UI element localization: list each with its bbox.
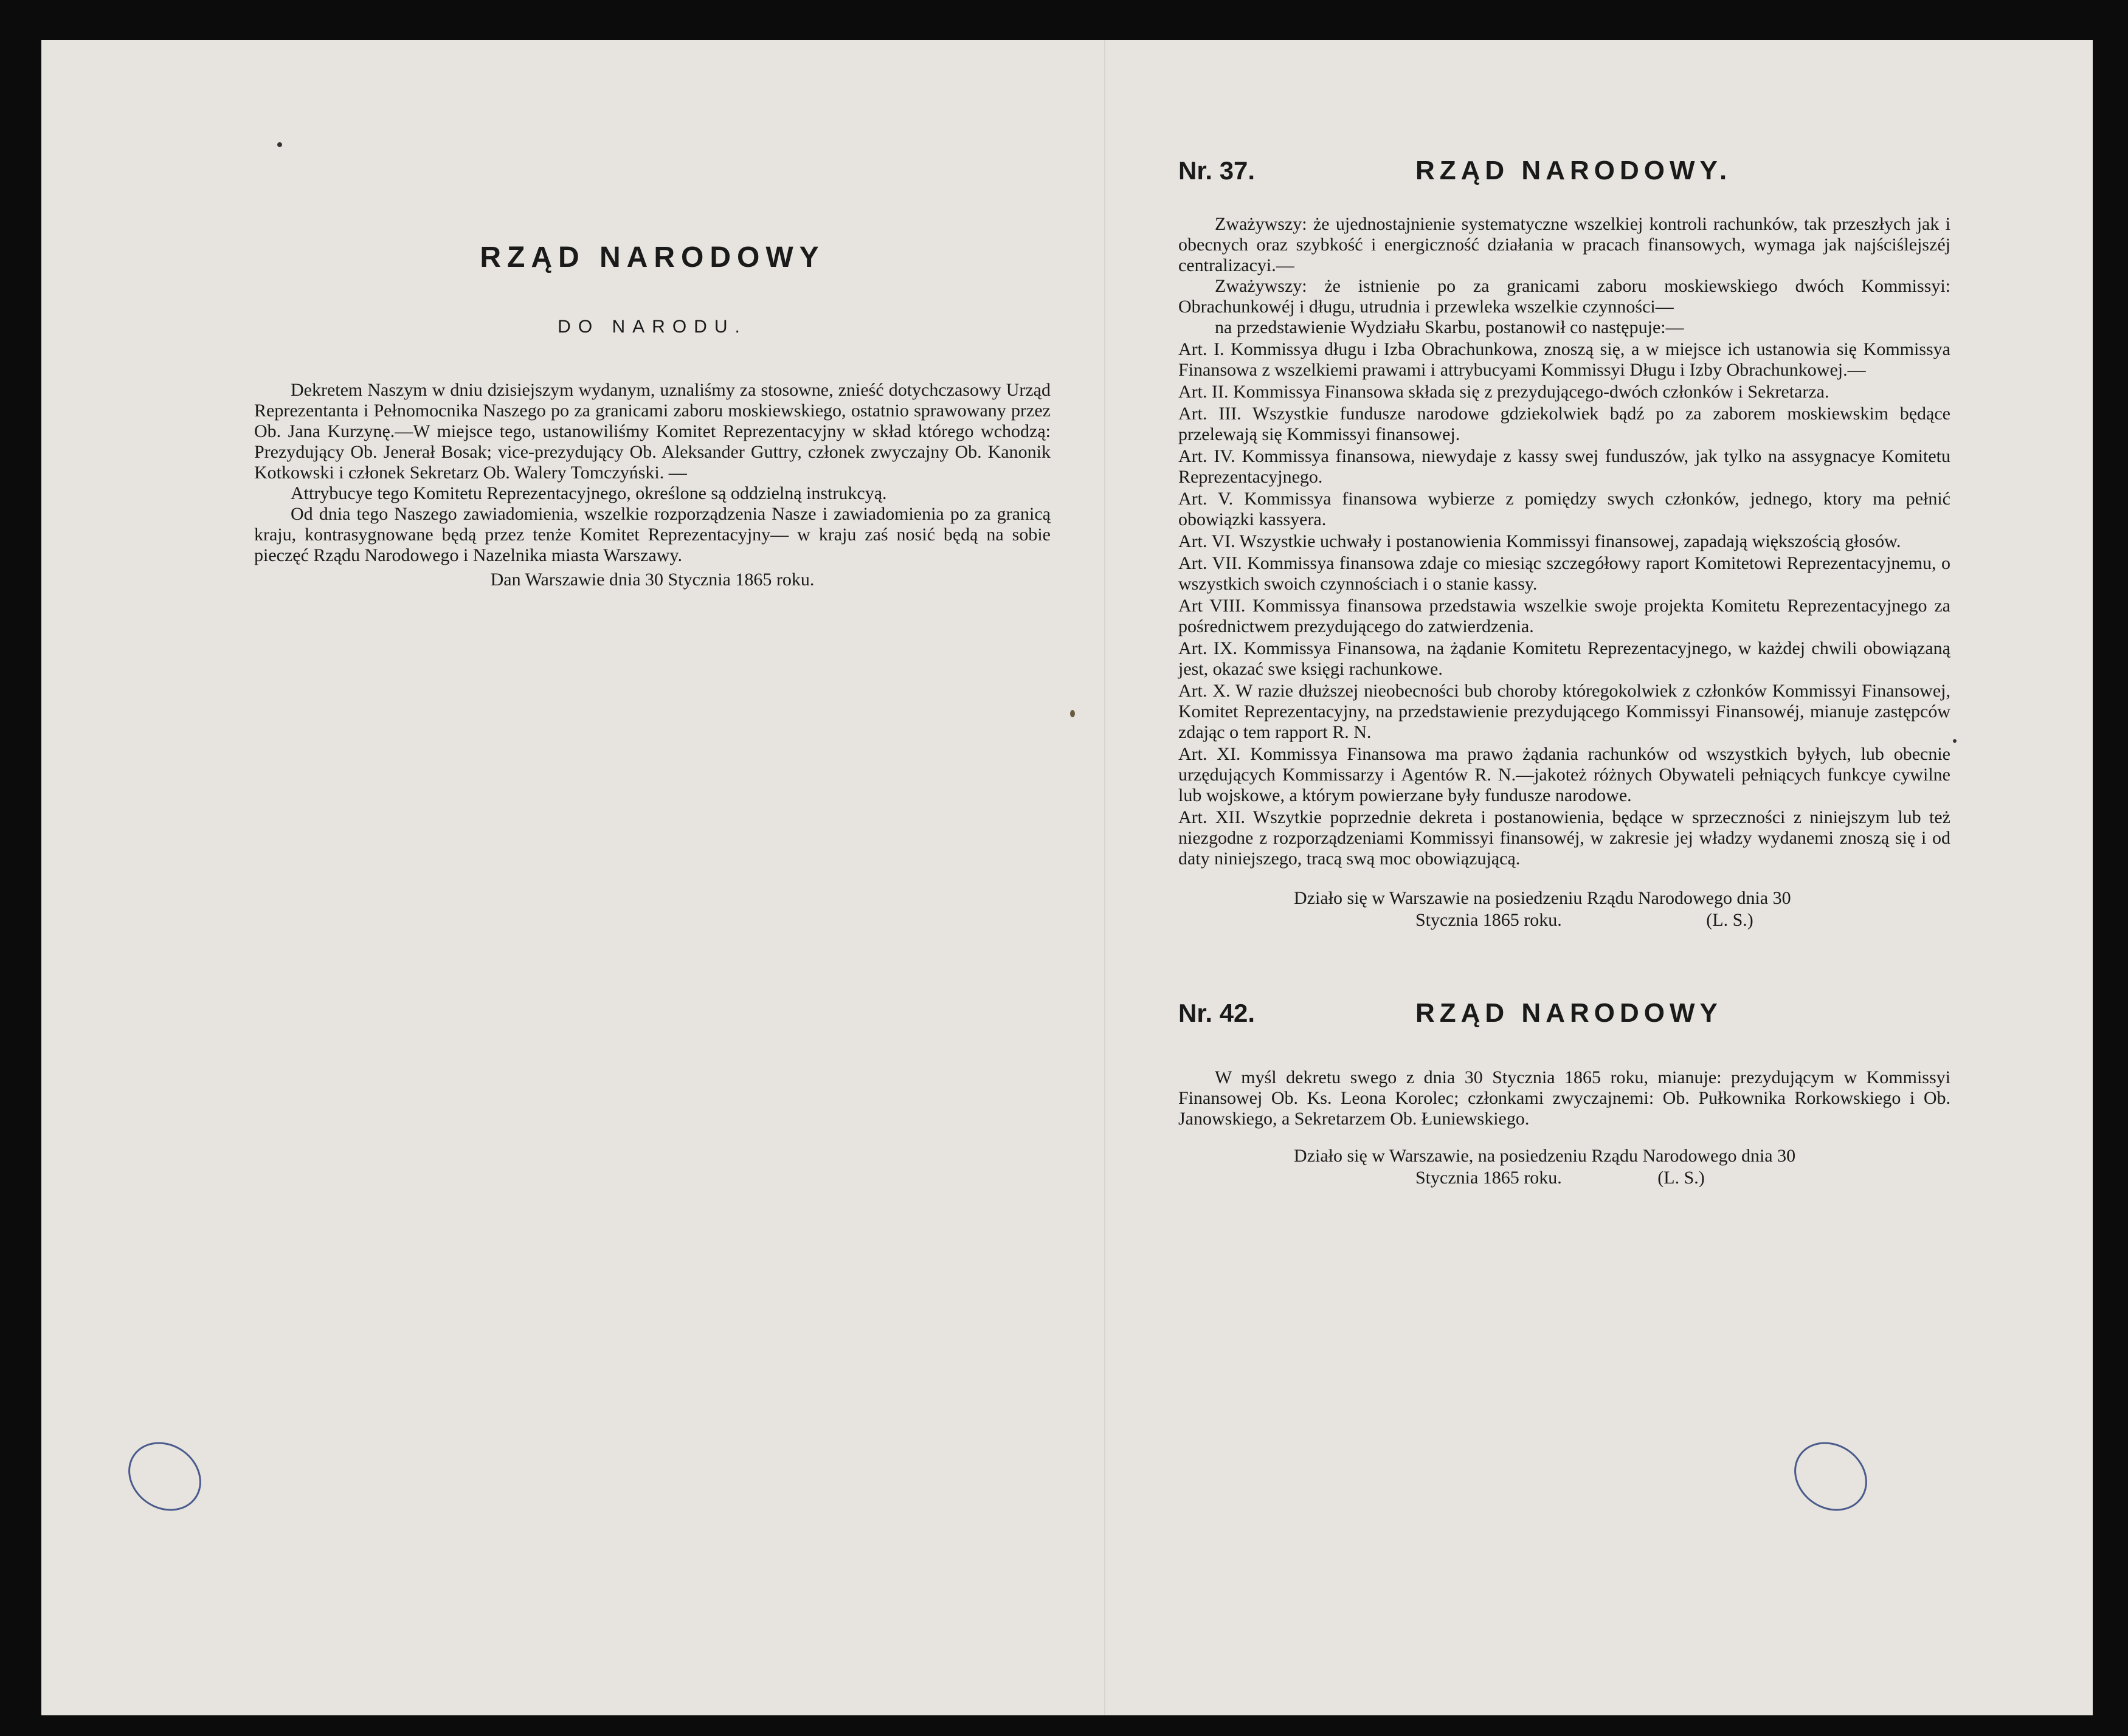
doc42-sign-line-2-row: [1294, 1167, 1950, 1189]
doc37-article-2: Art. II. Kommissya Finansowa składa się z prezydującego-dwóch członków i Sekretarza.: [1178, 382, 1829, 402]
archive-stamp-left-icon: [115, 1428, 215, 1524]
doc42-number: Nr. 42.: [1178, 999, 1256, 1027]
doc37-body: [1178, 214, 1950, 869]
doc37-seal: (L. S.): [1706, 910, 1753, 930]
doc42-seal: (L. S.): [1657, 1168, 1705, 1188]
left-paragraph-3: Od dnia tego Naszego zawiadomienia, wszelkie rozporządzenia Nasze i zawiadomienia po za granicą kraju, kontrasygnowane będą przez tenże Komitet Reprezentacyjny— w kraju zaś nosić będą na sobie pieczęć Rządu Narodowego i Nazelnika miasta Warszawy.: [254, 504, 1051, 565]
left-paragraph-2: Attrybucye tego Komitetu Reprezentacyjnego, określone są oddzielną instrukcyą.: [291, 483, 887, 503]
doc37-article-1: Art. I. Kommissya długu i Izba Obrachunkowa, znoszą się, a w miejsce ich ustanowia się Kommissya Finansowa z wszelkiemi prawami i attrybucyami Kommissyi Długu i Izby Obrachunkowej.—: [1178, 339, 1950, 380]
doc42-signature: [1178, 1145, 1950, 1189]
doc37-header: [1178, 156, 1950, 186]
doc37-article-4: Art. IV. Kommissya finansowa, niewydaje z kassy swej funduszów, jak tylko na assygnacye Komitetu Reprezentacyjnego.: [1178, 446, 1950, 487]
doc42-paragraph-1: W myśl dekretu swego z dnia 30 Stycznia 1865 roku, mianuje: prezydującym w Kommissyi Finansowej Ob. Ks. Leona Korolec; członkami zwyczajnemi: Ob. Pułkownika Rorkowskiego i Ob. Janowskiego, a Sekretarzem Ob. Łuniewskiego.: [1178, 1067, 1950, 1129]
doc37-sign-line-2: Stycznia 1865 roku.: [1415, 910, 1562, 930]
doc37-title: RZĄD NARODOWY.: [1415, 156, 1732, 185]
doc37-paragraph-1: Zważywszy: że ujednostajnienie systematyczne wszelkiej kontroli rachunków, tak przeszłych jak i obecnych oraz szybkość i energiczność działania w pracach finansowych, wymaga jak najściślejszéj centralizacyi.—: [1178, 214, 1950, 275]
page-fold: [1104, 40, 1105, 1715]
doc37-number: Nr. 37.: [1178, 156, 1256, 185]
doc37-article-5: Art. V. Kommissya finansowa wybierze z pomiędzy swych członków, jednego, ktory ma pełnić obowiązki kassyera.: [1178, 489, 1950, 529]
doc37-sign-line-1: Działo się w Warszawie na posiedzeniu Rządu Narodowego dnia 30: [1294, 888, 1791, 908]
right-page: [1178, 156, 1950, 1189]
left-date: Dan Warszawie dnia 30 Stycznia 1865 roku.: [490, 570, 815, 590]
doc42-header: [1178, 998, 1950, 1028]
ink-speck: [277, 142, 282, 147]
doc37-article-9: Art. IX. Kommissya Finansowa, na żądanie Komitetu Reprezentacyjnego, w każdej chwili obowiązaną jest, okazać swe księgi rachunkowe.: [1178, 638, 1950, 679]
doc37-article-6: Art. VI. Wszystkie uchwały i postanowienia Kommissyi finansowej, zapadają większością głosów.: [1178, 531, 1901, 551]
doc37-article-7: Art. VII. Kommissya finansowa zdaje co miesiąc szczegółowy raport Komitetowi Reprezentacyjnemu, o wszystkich swoich czynnościach i o stanie kassy.: [1178, 553, 1950, 594]
doc42-title: RZĄD NARODOWY: [1415, 998, 1722, 1028]
left-title: RZĄD NARODOWY: [480, 241, 825, 274]
ink-speck: [1953, 739, 1957, 743]
doc37-sign-line-2-row: [1294, 909, 1950, 931]
doc37-article-3: Art. III. Wszystkie fundusze narodowe gdziekolwiek bądź po za zaborem moskiewskim będące przelewają się Kommissyi finansowej.: [1178, 404, 1950, 444]
left-subtitle: DO NARODU.: [558, 317, 747, 337]
doc37-paragraph-2: Zważywszy: że istnienie po za granicami zaboru moskiewskiego dwóch Kommissyi: Obrachunkowéj i długu, utrudnia i przewleka wszelkie czynności—: [1178, 276, 1950, 317]
doc42-sign-line-2: Stycznia 1865 roku.: [1415, 1168, 1562, 1188]
doc37-article-8: Art VIII. Kommissya finansowa przedstawia wszelkie swoje projekta Komitetu Reprezentacyjnego za pośrednictwem prezydującego do zatwierdzenia.: [1178, 596, 1950, 636]
doc42-sign-line-1: Działo się w Warszawie, na posiedzeniu Rządu Narodowego dnia 30: [1294, 1146, 1796, 1166]
doc37-article-11: Art. XI. Kommissya Finansowa ma prawo żądania rachunków od wszystkich byłych, lub obecnie urzędujących Kommissarzy i Agentów R. N.—jakoteż różnych Obywateli pełniących funkcye cywilne lub wojskowe, a którym powierzane były fundusze narodowe.: [1178, 744, 1950, 805]
doc37-paragraph-3: na przedstawienie Wydziału Skarbu, postanowił co następuje:—: [1215, 317, 1684, 337]
doc37-signature: [1178, 887, 1950, 931]
left-page: [254, 168, 1051, 590]
left-paragraph-1: Dekretem Naszym w dniu dzisiejszym wydanym, uznaliśmy za stosowne, znieść dotychczasowy Urząd Reprezentanta i Pełnomocnika Naszego po za granicami zaboru moskiewskiego, ostatnio sprawowany przez Ob. Jana Kurzynę.—W miejsce tego, ustanowiliśmy Komitet Reprezentacyjny w skład którego wchodzą: Prezydujący Ob. Jenerał Bosak; vice-prezydujący Ob. Aleksander Guttry, członek zwyczajny Ob. Kanonik Kotkowski i członek Sekretarz Ob. Walery Tomczyński. —: [254, 380, 1051, 483]
doc37-article-12: Art. XII. Wszytkie poprzednie dekreta i postanowienia, będące w sprzeczności z niniejszym lub też niezgodne z rozporządzeniami Kommissyi finansowéj, w zakresie jej władzy wydanemi znoszą się i od daty niniejszego, tracą swą moc obowiązującą.: [1178, 807, 1950, 869]
document-sheet: [41, 40, 2093, 1715]
doc37-article-10: Art. X. W razie dłuższej nieobecności bub choroby któregokolwiek z członków Kommissyi Finansowej, Komitet Reprezentacyjny, na przedstawienie prezydującego Kommissyi Finansowéj, mianuje zastępców zdając o tem rapport R. N.: [1178, 681, 1950, 742]
ink-speck: [1070, 710, 1075, 717]
archive-stamp-right-icon: [1781, 1428, 1881, 1524]
